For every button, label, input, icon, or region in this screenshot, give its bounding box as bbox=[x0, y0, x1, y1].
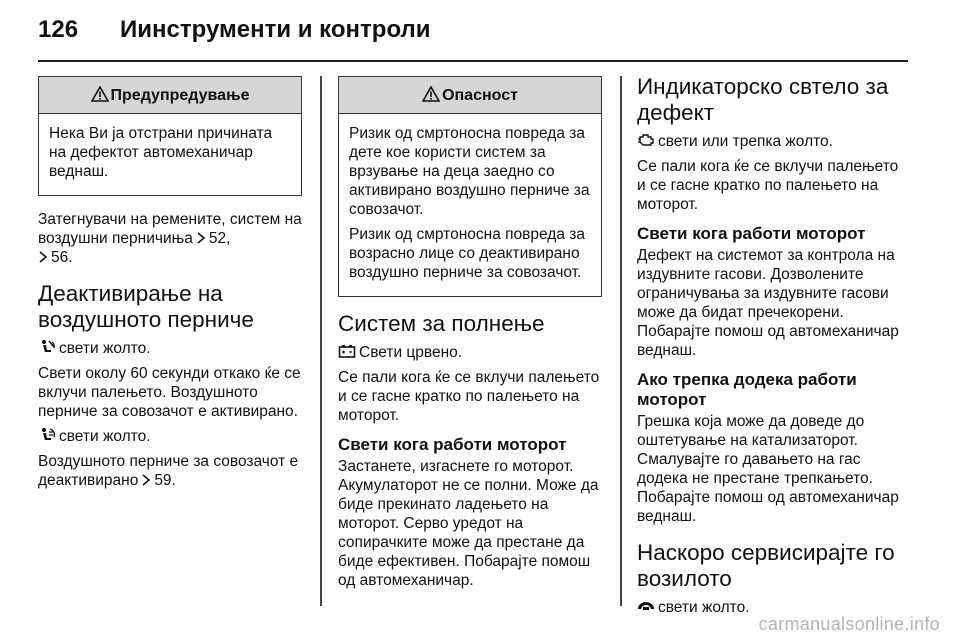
page-reference[interactable]: 52, bbox=[208, 230, 231, 247]
paragraph bbox=[38, 210, 302, 267]
indicator-text: свети жолто. bbox=[658, 599, 750, 616]
indicator-text: свети или трепка жолто. bbox=[658, 133, 833, 150]
paragraph bbox=[38, 452, 302, 490]
indicator-line bbox=[338, 343, 602, 362]
warning-box-body bbox=[39, 114, 301, 195]
section-heading: Индикаторско свтело за дефект bbox=[637, 74, 889, 125]
warning-box-header bbox=[39, 77, 301, 114]
page-header bbox=[38, 8, 908, 48]
warning-box-title: Предупредување bbox=[110, 87, 250, 104]
battery-icon bbox=[338, 343, 356, 359]
warning-box bbox=[38, 76, 302, 196]
paragraph-text: Воздушното перниче за совозачот е деактивирано bbox=[38, 453, 299, 489]
paragraph: Се пали кога ќе се вклучи палењето и се гасне кратко по палењето на моторот. bbox=[338, 369, 600, 424]
danger-text: Ризик од смртоносна повреда за возрасно лице со деактивирано воздушно перниче за совозачот. bbox=[349, 226, 585, 281]
section-heading: Систем за полнење bbox=[338, 311, 545, 336]
warning-triangle-icon bbox=[91, 86, 109, 102]
column-divider bbox=[320, 76, 322, 606]
indicator-text: Свети црвено. bbox=[359, 344, 463, 361]
danger-box-body bbox=[339, 114, 601, 296]
paragraph: Свети околу 60 секунди откако ќе се вклучи палењето. Воздушното перниче за совозачот е активирано. bbox=[38, 365, 301, 420]
indicator-line bbox=[637, 132, 903, 151]
subsection-heading: Свети кога работи моторот bbox=[637, 224, 866, 243]
page-reference-icon bbox=[38, 251, 48, 263]
section-heading: Деактивирање на воздушното перниче bbox=[38, 281, 254, 332]
engine-check-icon bbox=[637, 132, 655, 148]
column-divider bbox=[620, 76, 622, 606]
danger-text: Ризик од смртоносна повреда за дете кое користи систем за врзување на деца заедно со активирано воздушно перниче за совозачот. bbox=[349, 125, 590, 218]
page-number: 126 bbox=[38, 16, 79, 43]
page-reference-icon bbox=[196, 232, 206, 244]
danger-box bbox=[338, 76, 602, 297]
header-rule bbox=[38, 60, 908, 62]
indicator-line bbox=[38, 339, 302, 358]
warning-text: Нека Ви ја отстрани причината на дефектот автомеханичар веднаш. bbox=[49, 125, 273, 180]
column-left bbox=[38, 76, 302, 496]
paragraph: Дефект на системот за контрола на издувните гасови. Дозволените ограничувања за издувните гасови може да бидат пречекорени. Побарајте помош од автомеханичар веднаш. bbox=[637, 247, 899, 359]
page-reference[interactable]: 59. bbox=[154, 472, 176, 489]
column-right bbox=[637, 74, 903, 623]
paragraph: Се пали кога ќе се вклучи палењето и се гасне кратко по палењето на моторот. bbox=[637, 158, 899, 213]
page-reference-icon bbox=[141, 474, 151, 486]
page-reference[interactable]: 56. bbox=[51, 249, 73, 266]
indicator-line bbox=[38, 427, 302, 446]
paragraph-text: Затегнувачи на ремените, систем на воздушни перничиња bbox=[38, 211, 302, 247]
column-middle bbox=[338, 76, 602, 596]
section-heading: Наскоро сервисирајте го возилото bbox=[637, 540, 895, 591]
warning-triangle-icon bbox=[422, 86, 440, 102]
airbag-on-icon bbox=[38, 427, 56, 443]
page-title: Иинструменти и контроли bbox=[120, 16, 431, 43]
airbag-off-icon bbox=[38, 339, 56, 355]
indicator-text: свети жолто. bbox=[59, 340, 151, 357]
service-wrench-icon bbox=[637, 598, 655, 614]
paragraph: Грешка која може да доведе до оштетување на катализаторот. Смалувајте го давањето на гас додека не престане трепкањето. Побарајте помош од автомеханичар веднаш. bbox=[637, 413, 899, 525]
danger-box-header bbox=[339, 77, 601, 114]
watermark: carmanualsonline.info bbox=[758, 614, 940, 634]
paragraph: Застанете, изгаснете го моторот. Акумулаторот не се полни. Може да биде прекинато ладењето на моторот. Серво уредот на сопирачките може да престане да биде ефективен. Побарајте помош од автомеханичар. bbox=[338, 458, 599, 589]
indicator-text: свети жолто. bbox=[59, 428, 151, 445]
subsection-heading: Ако трепка додека работи моторот bbox=[637, 370, 857, 409]
subsection-heading: Свети кога работи моторот bbox=[338, 435, 567, 454]
danger-box-title: Опасност bbox=[442, 87, 518, 104]
